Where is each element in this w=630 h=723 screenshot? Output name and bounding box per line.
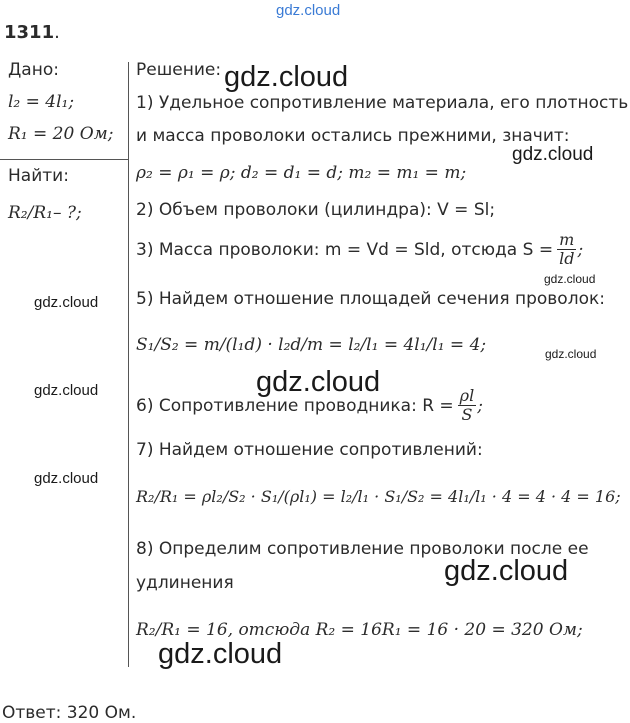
step7-line: 7) Найдем отношение сопротивлений: [136,440,483,460]
step6-fraction-numerator: ρl [459,386,475,405]
step3-fraction [557,232,576,267]
watermark-top: gdz.cloud [276,2,341,19]
step1-line2: и масса проволоки остались прежними, значит: [136,126,570,146]
find-question: R₂/R₁– ?; [8,203,82,223]
step3-fraction-denominator: ld [559,248,575,268]
given-header: Дано: [8,60,59,80]
step8-line1: 8) Определим сопротивление проволоки после ее [136,539,589,559]
problem-number-dot: . [54,22,60,43]
problem-number-value: 1311 [4,22,55,43]
problem-number [4,22,60,43]
step6-end: ; [477,395,483,416]
step6-text: 6) Сопротивление проводника: R = [136,395,454,416]
watermark: gdz.cloud [34,294,99,311]
watermark: gdz.cloud [34,470,99,487]
step6-fraction-denominator: S [461,404,473,424]
given-find-divider [0,159,129,160]
watermark: gdz.cloud [158,638,283,670]
watermark: gdz.cloud [256,366,381,398]
watermark: gdz.cloud [34,382,99,399]
step3-line [136,232,583,267]
solution-header: Решение: [136,60,222,80]
watermark: gdz.cloud [224,61,349,93]
watermark: gdz.cloud [545,347,597,361]
find-header: Найти: [8,166,69,186]
step6-fraction [458,388,477,423]
given-length-relation: l₂ = 4l₁; [8,92,75,112]
watermark: gdz.cloud [444,555,569,587]
watermark: gdz.cloud [544,272,596,286]
step1-line1: 1) Удельное сопротивление материала, его плотность [136,93,629,113]
answer-line: Ответ: 320 Ом. [2,703,137,723]
step5-line: 5) Найдем отношение площадей сечения проволок: [136,289,605,309]
vertical-divider [128,62,129,667]
step3-fraction-numerator: m [559,230,575,249]
given-resistance: R₁ = 20 Ом; [8,124,114,144]
step3-end: ; [577,239,584,260]
step5-equation: S₁/S₂ = m/(l₁d) · l₂d/m = l₂/l₁ = 4l₁/l₁ = 4; [136,335,487,355]
step2-line: 2) Объем проволоки (цилиндра): V = Sl; [136,200,496,220]
step3-text: 3) Масса проволоки: m = Vd = Sld, отсюда S = [136,239,554,260]
step8-line2: удлинения [136,573,234,593]
watermark: gdz.cloud [512,144,594,165]
step8-equation: R₂/R₁ = 16, отсюда R₂ = 16R₁ = 16 · 20 = 320 Ом; [136,620,583,640]
step1-equation: ρ₂ = ρ₁ = ρ; d₂ = d₁ = d; m₂ = m₁ = m; [136,163,467,183]
step7-equation: R₂/R₁ = ρl₂/S₂ · S₁/(ρl₁) = l₂/l₁ · S₁/S₂ = 4l₁/l₁ · 4 = 4 · 4 = 16; [136,487,621,506]
